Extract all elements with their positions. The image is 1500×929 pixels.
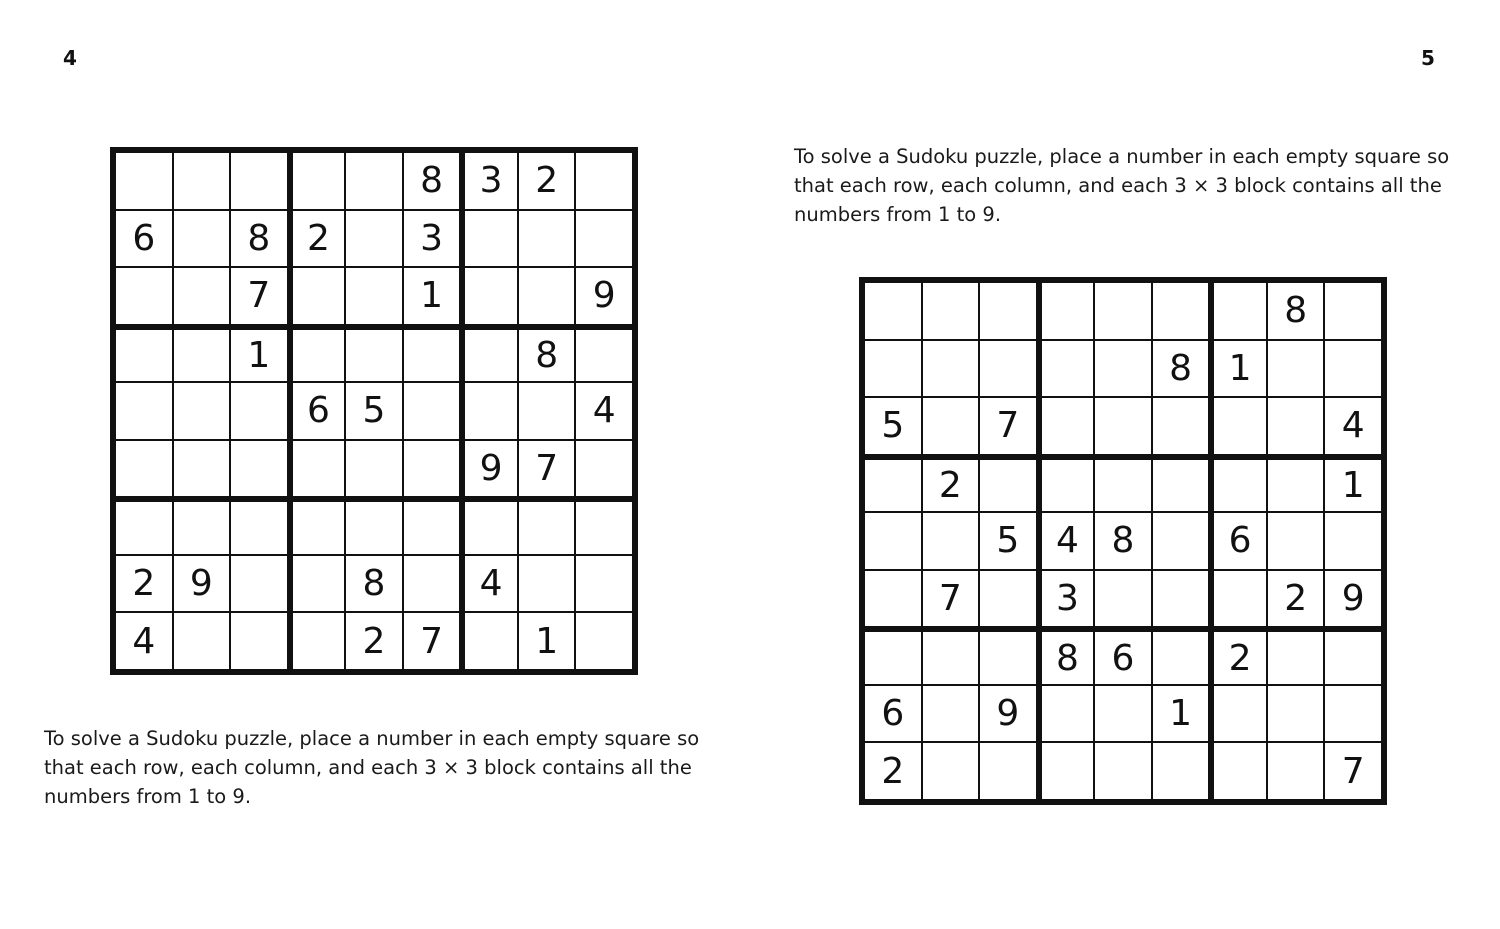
page-number-right: 5 (1421, 46, 1435, 70)
given-digit-cell: 7 (231, 268, 287, 324)
empty-cell[interactable] (1214, 398, 1266, 454)
empty-cell[interactable] (923, 686, 979, 742)
empty-cell[interactable] (116, 268, 172, 324)
given-digit-cell: 9 (174, 556, 230, 612)
empty-cell[interactable] (576, 153, 632, 209)
given-digit-cell: 7 (980, 398, 1036, 454)
empty-cell[interactable] (1153, 283, 1209, 339)
empty-cell[interactable] (1153, 571, 1209, 627)
empty-cell[interactable] (1042, 341, 1094, 397)
empty-cell[interactable] (465, 211, 517, 267)
empty-cell[interactable] (293, 502, 345, 554)
given-digit-cell: 1 (1214, 341, 1266, 397)
sudoku-grid-right (859, 277, 1387, 805)
empty-cell[interactable] (1153, 743, 1209, 799)
empty-cell[interactable] (293, 330, 345, 382)
empty-cell[interactable] (576, 211, 632, 267)
empty-cell[interactable] (576, 556, 632, 612)
empty-cell[interactable] (865, 513, 921, 569)
given-digit-cell: 8 (519, 330, 575, 382)
empty-cell[interactable] (1268, 513, 1324, 569)
empty-cell[interactable] (174, 153, 230, 209)
empty-cell[interactable] (174, 330, 230, 382)
empty-cell[interactable] (519, 211, 575, 267)
empty-cell[interactable] (231, 441, 287, 497)
given-digit-cell: 4 (576, 383, 632, 439)
empty-cell[interactable] (1325, 341, 1381, 397)
empty-cell[interactable] (346, 441, 402, 497)
empty-cell[interactable] (404, 502, 460, 554)
empty-cell[interactable] (1153, 513, 1209, 569)
empty-cell[interactable] (923, 743, 979, 799)
empty-cell[interactable] (1042, 686, 1094, 742)
empty-cell[interactable] (1153, 460, 1209, 512)
empty-cell[interactable] (1268, 460, 1324, 512)
given-digit-cell: 6 (116, 211, 172, 267)
empty-cell[interactable] (519, 268, 575, 324)
empty-cell[interactable] (404, 330, 460, 382)
empty-cell[interactable] (923, 341, 979, 397)
given-digit-cell: 8 (1042, 632, 1094, 684)
given-digit-cell: 2 (865, 743, 921, 799)
empty-cell[interactable] (865, 571, 921, 627)
empty-cell[interactable] (231, 153, 287, 209)
empty-cell[interactable] (404, 556, 460, 612)
empty-cell[interactable] (1095, 571, 1151, 627)
empty-cell[interactable] (923, 513, 979, 569)
empty-cell[interactable] (465, 268, 517, 324)
given-digit-cell: 6 (293, 383, 345, 439)
given-digit-cell: 5 (346, 383, 402, 439)
empty-cell[interactable] (346, 502, 402, 554)
given-digit-cell: 7 (519, 441, 575, 497)
empty-cell[interactable] (293, 268, 345, 324)
empty-cell[interactable] (231, 613, 287, 669)
given-digit-cell: 8 (231, 211, 287, 267)
empty-cell[interactable] (1214, 283, 1266, 339)
empty-cell[interactable] (116, 441, 172, 497)
empty-cell[interactable] (465, 383, 517, 439)
empty-cell[interactable] (923, 283, 979, 339)
empty-cell[interactable] (576, 441, 632, 497)
given-digit-cell: 8 (1095, 513, 1151, 569)
given-digit-cell: 9 (576, 268, 632, 324)
empty-cell[interactable] (1042, 283, 1094, 339)
empty-cell[interactable] (231, 502, 287, 554)
empty-cell[interactable] (923, 632, 979, 684)
empty-cell[interactable] (1325, 632, 1381, 684)
empty-cell[interactable] (1325, 513, 1381, 569)
empty-cell[interactable] (231, 383, 287, 439)
page-number-left: 4 (63, 46, 77, 70)
empty-cell[interactable] (1325, 283, 1381, 339)
empty-cell[interactable] (404, 441, 460, 497)
empty-cell[interactable] (1095, 398, 1151, 454)
given-digit-cell: 8 (1268, 283, 1324, 339)
empty-cell[interactable] (1268, 398, 1324, 454)
empty-cell[interactable] (576, 330, 632, 382)
given-digit-cell: 8 (404, 153, 460, 209)
empty-cell[interactable] (1153, 632, 1209, 684)
empty-cell[interactable] (174, 613, 230, 669)
empty-cell[interactable] (174, 441, 230, 497)
given-digit-cell: 5 (865, 398, 921, 454)
empty-cell[interactable] (576, 502, 632, 554)
given-digit-cell: 2 (519, 153, 575, 209)
empty-cell[interactable] (519, 556, 575, 612)
empty-cell[interactable] (346, 268, 402, 324)
empty-cell[interactable] (865, 460, 921, 512)
given-digit-cell: 7 (923, 571, 979, 627)
given-digit-cell: 3 (465, 153, 517, 209)
empty-cell[interactable] (346, 153, 402, 209)
empty-cell[interactable] (980, 283, 1036, 339)
given-digit-cell: 8 (346, 556, 402, 612)
given-digit-cell: 5 (980, 513, 1036, 569)
empty-cell[interactable] (346, 211, 402, 267)
given-digit-cell: 2 (1268, 571, 1324, 627)
empty-cell[interactable] (293, 613, 345, 669)
empty-cell[interactable] (465, 330, 517, 382)
empty-cell[interactable] (1095, 341, 1151, 397)
empty-cell[interactable] (1042, 460, 1094, 512)
empty-cell[interactable] (923, 398, 979, 454)
empty-cell[interactable] (1214, 686, 1266, 742)
empty-cell[interactable] (865, 341, 921, 397)
given-digit-cell: 7 (404, 613, 460, 669)
empty-cell[interactable] (1042, 398, 1094, 454)
given-digit-cell: 4 (116, 613, 172, 669)
given-digit-cell: 4 (465, 556, 517, 612)
given-digit-cell: 1 (231, 330, 287, 382)
empty-cell[interactable] (465, 613, 517, 669)
empty-cell[interactable] (174, 383, 230, 439)
empty-cell[interactable] (1214, 743, 1266, 799)
instructions-left: To solve a Sudoku puzzle, place a number in each empty square so that each row, each column, and each 3 × 3 block contains all the numbers from 1 to 9. (44, 727, 700, 808)
given-digit-cell: 4 (1042, 513, 1094, 569)
empty-cell[interactable] (1214, 571, 1266, 627)
empty-cell[interactable] (865, 632, 921, 684)
given-digit-cell: 3 (404, 211, 460, 267)
given-digit-cell: 2 (1214, 632, 1266, 684)
given-digit-cell: 6 (1095, 632, 1151, 684)
given-digit-cell: 1 (1153, 686, 1209, 742)
empty-cell[interactable] (1095, 743, 1151, 799)
given-digit-cell: 3 (1042, 571, 1094, 627)
empty-cell[interactable] (980, 460, 1036, 512)
given-digit-cell: 2 (346, 613, 402, 669)
given-digit-cell: 1 (404, 268, 460, 324)
empty-cell[interactable] (404, 383, 460, 439)
given-digit-cell: 6 (865, 686, 921, 742)
empty-cell[interactable] (231, 556, 287, 612)
given-digit-cell: 1 (1325, 460, 1381, 512)
empty-cell[interactable] (1268, 686, 1324, 742)
empty-cell[interactable] (1325, 686, 1381, 742)
empty-cell[interactable] (1153, 398, 1209, 454)
empty-cell[interactable] (174, 211, 230, 267)
given-digit-cell: 9 (1325, 571, 1381, 627)
empty-cell[interactable] (519, 383, 575, 439)
empty-cell[interactable] (174, 502, 230, 554)
empty-cell[interactable] (116, 153, 172, 209)
empty-cell[interactable] (116, 502, 172, 554)
empty-cell[interactable] (116, 383, 172, 439)
empty-cell[interactable] (1268, 341, 1324, 397)
empty-cell[interactable] (1268, 743, 1324, 799)
empty-cell[interactable] (293, 441, 345, 497)
empty-cell[interactable] (1214, 460, 1266, 512)
given-digit-cell: 2 (116, 556, 172, 612)
empty-cell[interactable] (519, 502, 575, 554)
given-digit-cell: 6 (1214, 513, 1266, 569)
given-digit-cell: 9 (980, 686, 1036, 742)
empty-cell[interactable] (980, 632, 1036, 684)
empty-cell[interactable] (116, 330, 172, 382)
empty-cell[interactable] (865, 283, 921, 339)
given-digit-cell: 7 (1325, 743, 1381, 799)
given-digit-cell: 2 (923, 460, 979, 512)
empty-cell[interactable] (174, 268, 230, 324)
given-digit-cell: 4 (1325, 398, 1381, 454)
empty-cell[interactable] (1268, 632, 1324, 684)
empty-cell[interactable] (980, 341, 1036, 397)
empty-cell[interactable] (1095, 283, 1151, 339)
empty-cell[interactable] (346, 330, 402, 382)
empty-cell[interactable] (1042, 743, 1094, 799)
given-digit-cell: 2 (293, 211, 345, 267)
empty-cell[interactable] (980, 743, 1036, 799)
empty-cell[interactable] (1095, 460, 1151, 512)
empty-cell[interactable] (465, 502, 517, 554)
given-digit-cell: 9 (465, 441, 517, 497)
instructions-right: To solve a Sudoku puzzle, place a number in each empty square so that each row, each column, and each 3 × 3 block contains all the numbers from 1 to 9. (794, 145, 1450, 226)
empty-cell[interactable] (293, 556, 345, 612)
given-digit-cell: 8 (1153, 341, 1209, 397)
empty-cell[interactable] (1095, 686, 1151, 742)
sudoku-grid-left (110, 147, 638, 675)
given-digit-cell: 1 (519, 613, 575, 669)
empty-cell[interactable] (980, 571, 1036, 627)
empty-cell[interactable] (576, 613, 632, 669)
empty-cell[interactable] (293, 153, 345, 209)
